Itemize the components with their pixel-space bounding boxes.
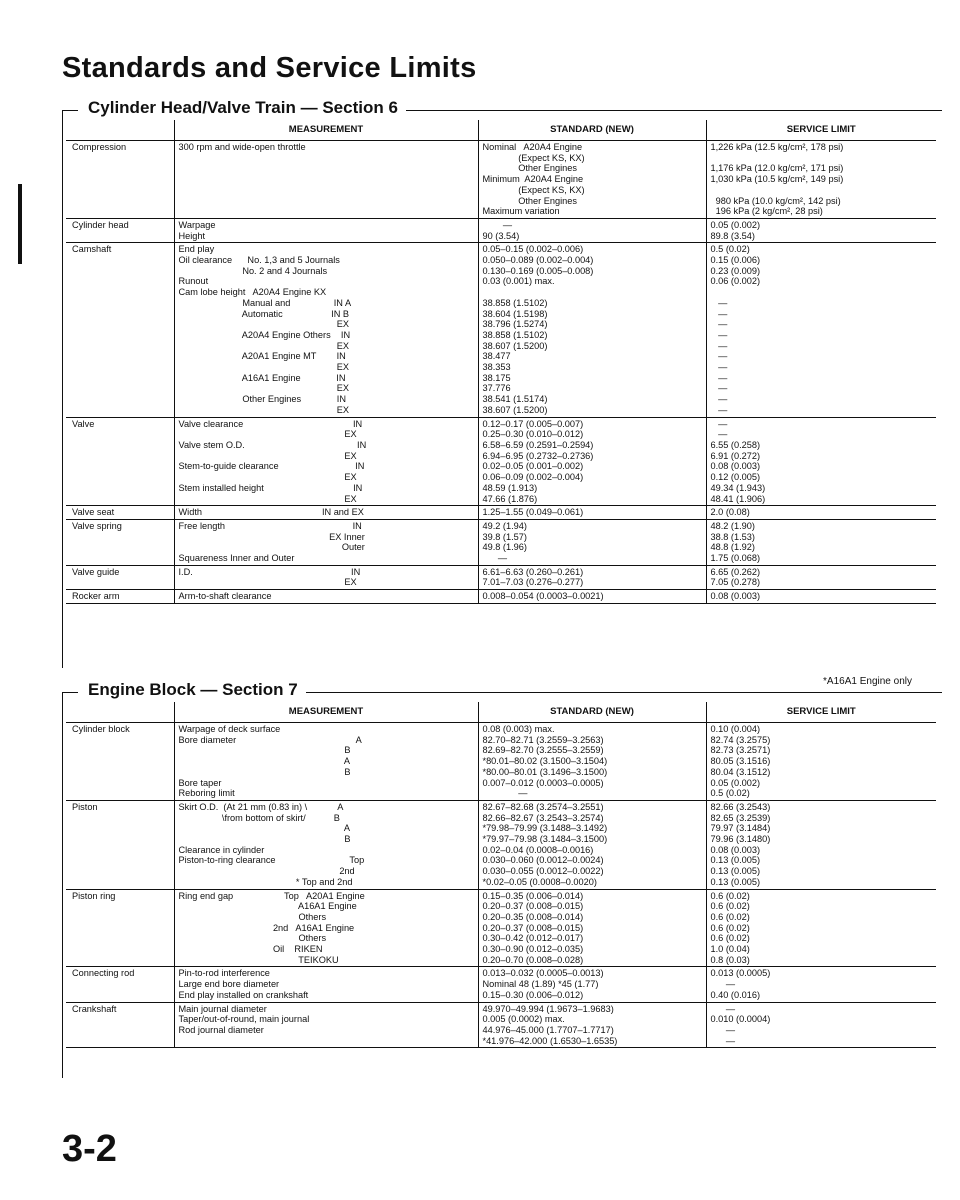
header-item bbox=[66, 702, 174, 723]
table-row bbox=[66, 506, 936, 520]
row-item: Compression bbox=[66, 141, 174, 219]
table-row bbox=[66, 243, 936, 417]
table-row bbox=[66, 590, 936, 604]
row-item: Rocker arm bbox=[66, 590, 174, 604]
section-rule bbox=[62, 692, 78, 693]
row-limit: — 0.010 (0.0004) — — bbox=[706, 1002, 936, 1048]
row-measurement: Valve clearance IN EX Valve stem O.D. IN EX Stem-to-guide clearance IN EX Stem installed height IN EX bbox=[174, 417, 478, 506]
section-rule bbox=[62, 110, 78, 111]
row-standard: 49.2 (1.94) 39.8 (1.57) 49.8 (1.96) — bbox=[478, 519, 706, 565]
row-measurement: End play Oil clearance No. 1,3 and 5 Journals No. 2 and 4 Journals Runout Cam lobe height A20A4 Engine KX Manual and IN A Automatic IN B EX A20A4 Engine Others IN EX A20A1 Engine MT IN EX A16A1 Engine IN EX Other Engines IN EX bbox=[174, 243, 478, 417]
row-limit: 0.6 (0.02) 0.6 (0.02) 0.6 (0.02) 0.6 (0.02) 0.6 (0.02) 1.0 (0.04) 0.8 (0.03) bbox=[706, 889, 936, 967]
row-item: Connecting rod bbox=[66, 967, 174, 1002]
row-item: Valve seat bbox=[66, 506, 174, 520]
row-standard: 0.008–0.054 (0.0003–0.0021) bbox=[478, 590, 706, 604]
row-standard: Nominal A20A4 Engine (Expect KS, KX) Other Engines Minimum A20A4 Engine (Expect KS, KX) Other Engines Maximum variation bbox=[478, 141, 706, 219]
row-item: Piston ring bbox=[66, 889, 174, 967]
row-limit: 0.5 (0.02) 0.15 (0.006) 0.23 (0.009) 0.06 (0.002) — — — — — — — — — — — bbox=[706, 243, 936, 417]
row-measurement: Arm-to-shaft clearance bbox=[174, 590, 478, 604]
row-item: Camshaft bbox=[66, 243, 174, 417]
section-rule bbox=[306, 692, 942, 693]
row-limit: — — 6.55 (0.258) 6.91 (0.272) 0.08 (0.003) 0.12 (0.005) 49.34 (1.943) 48.41 (1.906) bbox=[706, 417, 936, 506]
row-measurement: 300 rpm and wide-open throttle bbox=[174, 141, 478, 219]
row-limit: 0.013 (0.0005) — 0.40 (0.016) bbox=[706, 967, 936, 1002]
row-limit: 0.10 (0.004) 82.74 (3.2575) 82.73 (3.2571) 80.05 (3.1516) 80.04 (3.1512) 0.05 (0.002) 0.5 (0.02) bbox=[706, 723, 936, 801]
row-standard: 49.970–49.994 (1.9673–1.9683) 0.005 (0.0002) max. 44.976–45.000 (1.7707–1.7717) *41.976–42.000 (1.6530–1.6535) bbox=[478, 1002, 706, 1048]
row-measurement: Main journal diameter Taper/out-of-round, main journal Rod journal diameter bbox=[174, 1002, 478, 1048]
row-limit: 82.66 (3.2543) 82.65 (3.2539) 79.97 (3.1484) 79.96 (3.1480) 0.08 (0.003) 0.13 (0.005) 0.13 (0.005) 0.13 (0.005) bbox=[706, 800, 936, 889]
table-row bbox=[66, 565, 936, 589]
table-row bbox=[66, 723, 936, 801]
row-item: Cylinder head bbox=[66, 218, 174, 242]
table-row bbox=[66, 967, 936, 1002]
header-service-limit: SERVICE LIMIT bbox=[706, 702, 936, 723]
page-title: Standards and Service Limits bbox=[62, 52, 477, 84]
row-limit: 2.0 (0.08) bbox=[706, 506, 936, 520]
section-footnote: *A16A1 Engine only bbox=[823, 676, 912, 687]
row-standard: 0.08 (0.003) max. 82.70–82.71 (3.2559–3.2563) 82.69–82.70 (3.2555–3.2559) *80.01–80.02 (3.1500–3.1504) *80.00–80.01 (3.1496–3.1500) 0.007–0.012 (0.0003–0.0005) — bbox=[478, 723, 706, 801]
section-title: Engine Block — Section 7 bbox=[88, 680, 304, 700]
row-standard: 1.25–1.55 (0.049–0.061) bbox=[478, 506, 706, 520]
section-title: Cylinder Head/Valve Train — Section 6 bbox=[88, 98, 404, 118]
row-measurement: Pin-to-rod interference Large end bore diameter End play installed on crankshaft bbox=[174, 967, 478, 1002]
row-measurement: Ring end gap Top A20A1 Engine A16A1 Engine Others 2nd A16A1 Engine Others Oil RIKEN TEIKOKU bbox=[174, 889, 478, 967]
table-row bbox=[66, 800, 936, 889]
header-standard: STANDARD (NEW) bbox=[478, 120, 706, 141]
row-standard: — 90 (3.54) bbox=[478, 218, 706, 242]
table-row bbox=[66, 889, 936, 967]
row-item: Crankshaft bbox=[66, 1002, 174, 1048]
row-item: Valve spring bbox=[66, 519, 174, 565]
header-measurement: MEASUREMENT bbox=[174, 702, 478, 723]
row-item: Piston bbox=[66, 800, 174, 889]
row-measurement: Warpage Height bbox=[174, 218, 478, 242]
row-measurement: I.D. IN EX bbox=[174, 565, 478, 589]
header-standard: STANDARD (NEW) bbox=[478, 702, 706, 723]
row-measurement: Width IN and EX bbox=[174, 506, 478, 520]
row-standard: 6.61–6.63 (0.260–0.261) 7.01–7.03 (0.276–0.277) bbox=[478, 565, 706, 589]
row-item: Cylinder block bbox=[66, 723, 174, 801]
table-row bbox=[66, 417, 936, 506]
table-row bbox=[66, 1002, 936, 1048]
table-row bbox=[66, 141, 936, 219]
row-limit: 0.05 (0.002) 89.8 (3.54) bbox=[706, 218, 936, 242]
header-measurement: MEASUREMENT bbox=[174, 120, 478, 141]
spec-table bbox=[66, 702, 936, 1048]
row-standard: 82.67–82.68 (3.2574–3.2551) 82.66–82.67 (3.2543–3.2574) *79.98–79.99 (3.1488–3.1492) *79.97–79.98 (3.1484–3.1500) 0.02–0.04 (0.0008–0.0016) 0.030–0.060 (0.0012–0.0024) 0.030–0.055 (0.0012–0.0022) *0.02–0.05 (0.0008–0.0020) bbox=[478, 800, 706, 889]
row-limit: 0.08 (0.003) bbox=[706, 590, 936, 604]
page-number: 3-2 bbox=[62, 1128, 117, 1170]
spec-table bbox=[66, 120, 936, 604]
row-limit: 1,226 kPa (12.5 kg/cm², 178 psi) 1,176 kPa (12.0 kg/cm², 171 psi) 1,030 kPa (10.5 kg/cm², 149 psi) 980 kPa (10.0 kg/cm², 142 psi) 196 kPa (2 kg/cm², 28 psi) bbox=[706, 141, 936, 219]
row-item: Valve guide bbox=[66, 565, 174, 589]
row-measurement: Free length IN EX Inner Outer Squareness Inner and Outer bbox=[174, 519, 478, 565]
row-standard: 0.12–0.17 (0.005–0.007) 0.25–0.30 (0.010–0.012) 6.58–6.59 (0.2591–0.2594) 6.94–6.95 (0.2732–0.2736) 0.02–0.05 (0.001–0.002) 0.06–0.09 (0.002–0.004) 48.59 (1.913) 47.66 (1.876) bbox=[478, 417, 706, 506]
header-item bbox=[66, 120, 174, 141]
row-standard: 0.15–0.35 (0.006–0.014) 0.20–0.37 (0.008–0.015) 0.20–0.35 (0.008–0.014) 0.20–0.37 (0.008–0.015) 0.30–0.42 (0.012–0.017) 0.30–0.90 (0.012–0.035) 0.20–0.70 (0.008–0.028) bbox=[478, 889, 706, 967]
header-service-limit: SERVICE LIMIT bbox=[706, 120, 936, 141]
table-row bbox=[66, 218, 936, 242]
table-row bbox=[66, 519, 936, 565]
row-limit: 48.2 (1.90) 38.8 (1.53) 48.8 (1.92) 1.75 (0.068) bbox=[706, 519, 936, 565]
section-rule bbox=[406, 110, 942, 111]
row-item: Valve bbox=[66, 417, 174, 506]
page-edge-bar bbox=[18, 184, 22, 264]
row-limit: 6.65 (0.262) 7.05 (0.278) bbox=[706, 565, 936, 589]
row-standard: 0.05–0.15 (0.002–0.006) 0.050–0.089 (0.002–0.004) 0.130–0.169 (0.005–0.008) 0.03 (0.001) max. 38.858 (1.5102) 38.604 (1.5198) 38.796 (1.5274) 38.858 (1.5102) 38.607 (1.5200) 38.477 38.353 38.175 37.776 38.541 (1.5174) 38.607 (1.5200) bbox=[478, 243, 706, 417]
row-standard: 0.013–0.032 (0.0005–0.0013) Nominal 48 (1.89) *45 (1.77) 0.15–0.30 (0.006–0.012) bbox=[478, 967, 706, 1002]
row-measurement: Skirt O.D. (At 21 mm (0.83 in) \ A \from bottom of skirt/ B A B Clearance in cylinder Piston-to-ring clearance Top 2nd * Top and 2nd bbox=[174, 800, 478, 889]
row-measurement: Warpage of deck surface Bore diameter A B A B Bore taper Reboring limit bbox=[174, 723, 478, 801]
